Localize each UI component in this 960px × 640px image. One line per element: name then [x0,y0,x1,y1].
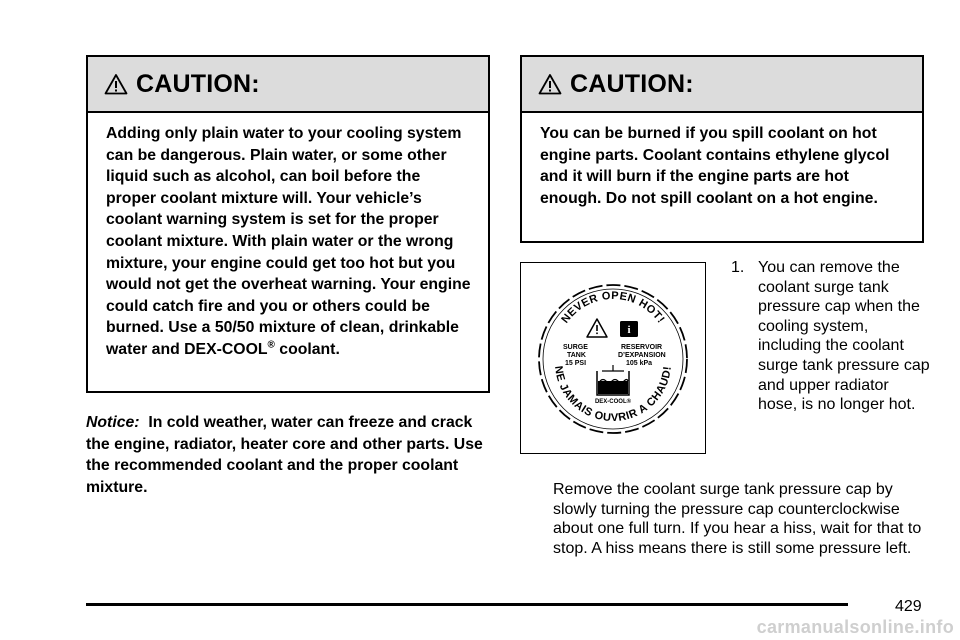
cap-outline [539,285,687,433]
registered-mark: ® [267,339,275,351]
cap-arc-bottom-text: NE JAMAIS OUVRIR A CHAUD! [551,365,674,425]
warning-triangle-icon [538,73,562,95]
caution-title: CAUTION: [570,69,694,98]
owners-manual-icon [620,321,638,337]
page-number: 429 [895,598,922,615]
notice-paragraph [86,412,496,498]
svg-text:i: i [627,324,631,336]
cap-label-reservoir: RESERVOIR [621,344,663,351]
remove-cap-paragraph: Remove the coolant surge tank pressure cap by slowly turning the pressure cap counterclockwise about one full turn. If you hear a hiss, wait for that to stop. A hiss means there is still some pressure left. [553,481,922,557]
notice-label: Notice: [86,414,140,431]
cap-label-surge: SURGE [563,344,588,351]
coolant-tank-icon [597,365,629,395]
caution-header [522,57,922,113]
pressure-cap-drawing [521,263,704,452]
caution-body [88,113,488,361]
step-text: You can remove the coolant surge tank pressure cap when the cooling system, including the coolant surge tank pressure cap and upper radiator hose, is no longer hot. [758,259,930,414]
pressure-cap-illustration [520,262,706,454]
watermark-text: carmanualsonline.info [756,617,954,637]
cap-label-tank: TANK [567,352,586,359]
cap-warning-triangle-icon [587,319,607,337]
footer-rule [86,603,848,606]
step-1 [731,258,931,415]
caution-title: CAUTION: [136,69,260,98]
cap-label-expansion: D’EXPANSION [618,352,666,359]
cap-label-psi: 15 PSI [565,360,587,367]
caution-box-hot-coolant [520,55,924,243]
notice-text: In cold weather, water can freeze and crack the engine, radiator, heater core and other parts. Use the recommended coolant and the proper coolant mixture. [86,414,488,496]
cap-arc-top-text: NEVER OPEN HOT! [559,289,667,326]
caution-body: You can be burned if you spill coolant on hot engine parts. Coolant contains ethylene glycol and it will burn if the engine parts are hot enough. Do not spill coolant on a hot engine. [540,125,890,207]
cap-label-kpa: 105 kPa [626,360,653,367]
caution-box-coolant-water [86,55,490,393]
caution-header [88,57,488,113]
warning-triangle-icon [104,73,128,95]
caution-body-end: coolant. [274,340,340,358]
cap-label-dexcool: DEX-COOL® [594,399,632,405]
caution-body-text: Adding only plain water to your cooling system can be dangerous. Plain water, or some other liquid such as alcohol, can boil before the proper coolant mixture will. Your vehicle’s coolant warning system is set for the proper coolant mixture. With plain water or the wrong mixture, your engine could get too hot but you would not get the overheat warning. Your engine could catch fire and you or others could be burned. Use a 50/50 mixture of clean, drinkable water and DEX-COOL [106,125,471,358]
step-number: 1. [731,259,745,276]
